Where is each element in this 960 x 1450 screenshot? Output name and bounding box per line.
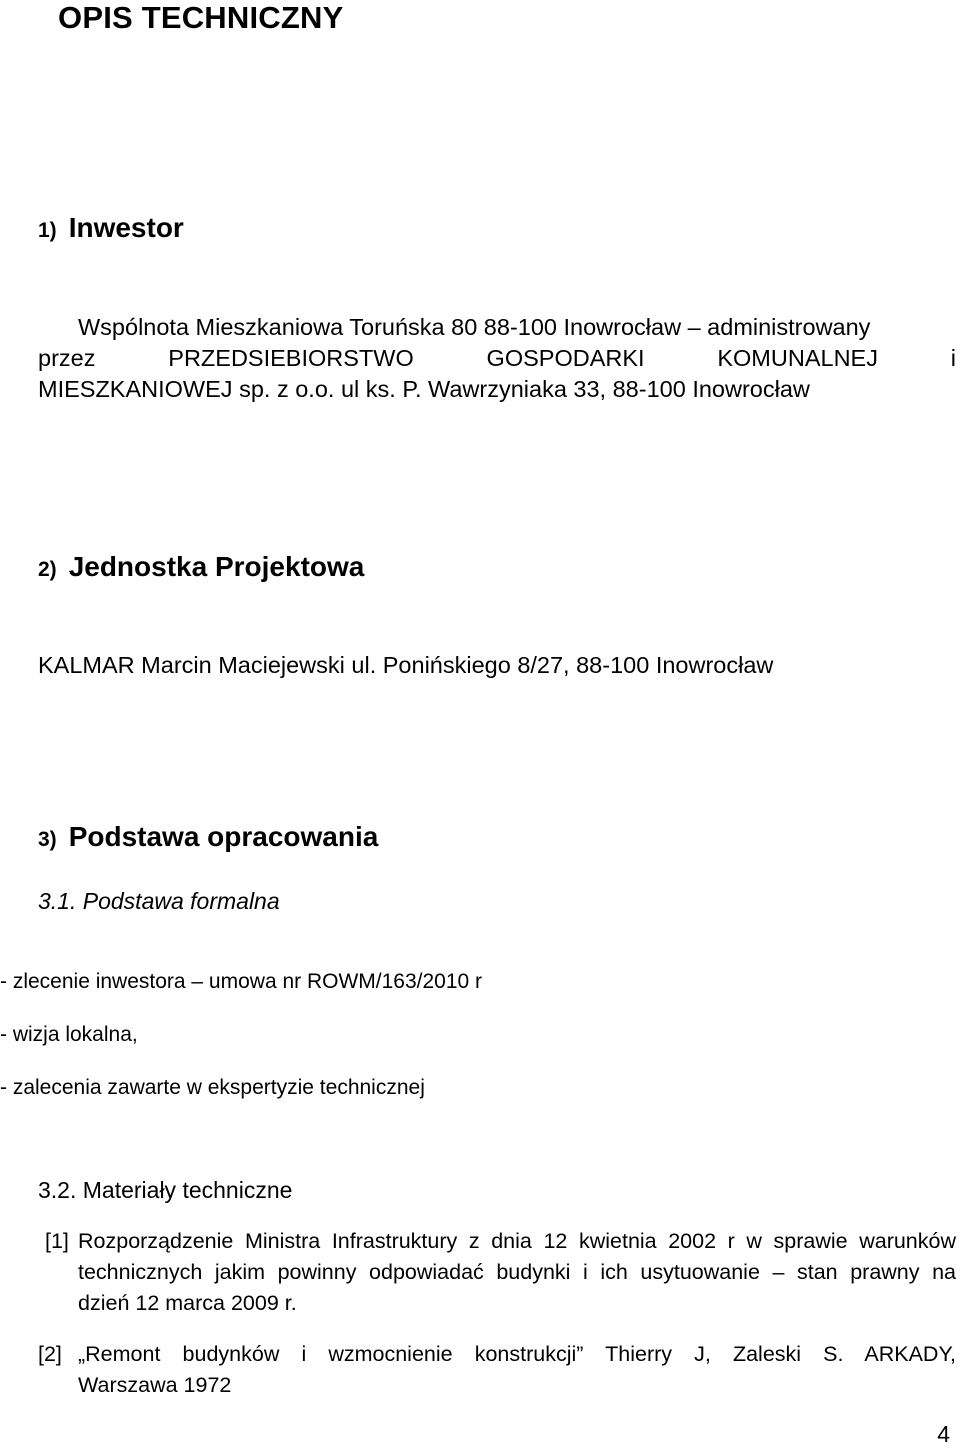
reference-label: [2]: [38, 1342, 62, 1366]
formal-basis-heading: 3.1. Podstawa formalna: [38, 888, 280, 914]
reference-2-line-2: Warszawa 1972: [78, 1373, 232, 1397]
document-title: OPIS TECHNICZNY: [58, 0, 344, 35]
section-number: 3): [38, 828, 57, 851]
reference-label: [1]: [45, 1229, 69, 1253]
reference-1-line-1: Rozporządzenie Ministra Infrastruktury z dnia 12 kwietnia 2002 r w sprawie warunków: [78, 1229, 956, 1253]
section-jednostka-heading: [38, 550, 364, 587]
formal-item: - wizja lokalna,: [0, 1023, 138, 1046]
reference-1-line-2: technicznych jakim powinny odpowiadać budynki i ich usytuowanie – stan prawny na: [78, 1260, 956, 1284]
reference-1-line-3: dzień 12 marca 2009 r.: [78, 1291, 297, 1315]
jednostka-text: KALMAR Marcin Maciejewski ul. Ponińskiego 8/27, 88-100 Inowrocław: [38, 652, 774, 678]
section-title: Inwestor: [68, 212, 184, 243]
section-title: Jednostka Projektowa: [68, 551, 365, 582]
page-number: 4: [937, 1421, 950, 1447]
section-number: 1): [38, 219, 57, 242]
materials-heading: 3.2. Materiały techniczne: [38, 1177, 293, 1203]
formal-item: - zlecenie inwestora – umowa nr ROWM/163/2010 r: [0, 970, 483, 993]
reference-2-line-1: „Remont budynków i wzmocnienie konstrukcji” Thierry J, Zaleski S. ARKADY,: [78, 1342, 956, 1366]
inwestor-line-2: przez PRZEDSIEBIORSTWO GOSPODARKI KOMUNALNEJ i: [38, 345, 956, 371]
inwestor-line-3: MIESZKANIOWEJ sp. z o.o. ul ks. P. Wawrzyniaka 33, 88-100 Inowrocław: [38, 376, 810, 402]
section-title: Podstawa opracowania: [68, 821, 379, 852]
section-podstawa-heading: [38, 820, 378, 857]
section-number: 2): [38, 558, 57, 581]
section-inwestor-heading: [38, 211, 184, 248]
inwestor-line-1: Wspólnota Mieszkaniowa Toruńska 80 88-100 Inowrocław – administrowany: [78, 314, 871, 340]
formal-item: - zalecenia zawarte w ekspertyzie technicznej: [0, 1076, 425, 1099]
